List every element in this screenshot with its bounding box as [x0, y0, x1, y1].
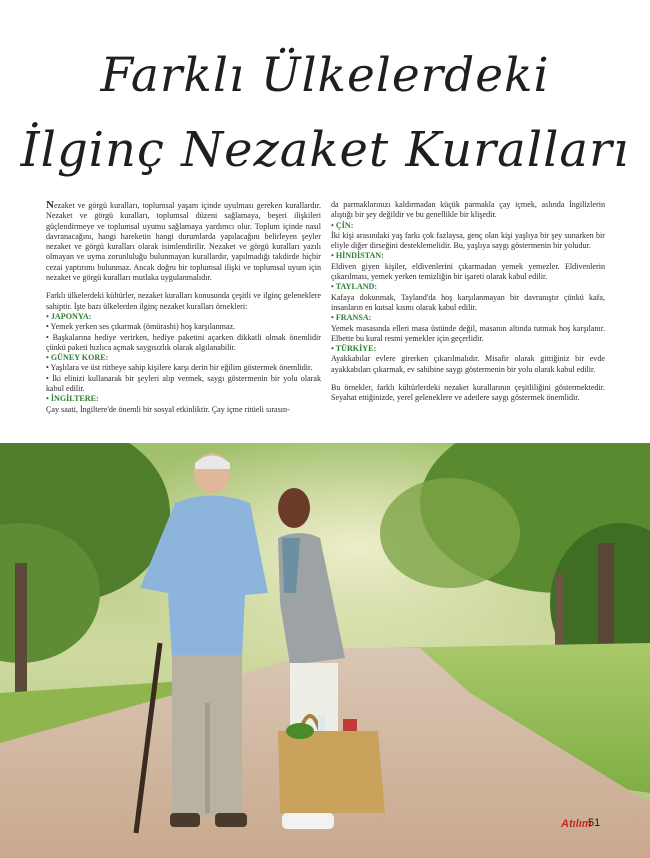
china-rule: İki kişi arasındaki yaş farkı çok fazlaysa, genç olan kişi yaşlıya bir şey sunarken bir eliyle diğer dirseğini desteklemelidir. Bu, yaşlıya saygı göstermenin bir yoludur.	[331, 230, 605, 251]
thailand-rule: Kafaya dokunmak, Tayland'da hoş karşılanmayan bir davranıştır çünkü kafa, insanların en kutsal kısmı olarak kabul edilir.	[331, 292, 605, 312]
france-rule: Yemek masasında elleri masa üstünde değil, masanın altında tutmak hoş karşılanır. Elbette bu kural resmi yemekler için geçerlidir.	[331, 323, 605, 343]
india-heading: • HİNDİSTAN:	[331, 251, 384, 261]
turkey-rule: Ayakkabılar evlere girerken çıkarılmalıdır. Misafir olarak gittiğiniz bir evde ayakkabıları çıkarmak, ev sahibine saygı göstermenin bir yolu olarak kabul edilir.	[331, 354, 605, 374]
korea-heading: • GÜNEY KORE:	[46, 353, 109, 363]
korea-rule-2: • İki elinizi kullanarak bir şeyleri alıp vermek, saygı göstermenin bir yolu olarak kabul edilir.	[46, 373, 321, 394]
magazine-logo: Atılım	[561, 818, 592, 830]
turkey-heading: • TÜRKİYE:	[331, 344, 377, 354]
france-heading: • FRANSA:	[331, 313, 372, 323]
england-heading: • İNGİLTERE:	[46, 394, 99, 404]
park-scene-illustration	[0, 443, 650, 858]
drop-cap: N	[46, 199, 54, 211]
japan-rule-2: • Başkalarına hediye verirken, hediye paketini açarken dikkatli olmak önemlidir çünkü paketi hızlıca açmak saygısızlık olarak algılanabilir.	[46, 332, 321, 352]
england-rule: Çay saati, İngiltere'de önemli bir sosyal etkinliktir. Çay içme ritüeli sırasın-	[46, 404, 290, 414]
intro-paragraph	[46, 200, 321, 283]
countries-intro: Farklı ülkelerdeki kültürler, nezaket kuralları konusunda çeşitli ve ilginç geleneklere sahiptir. İşte bazı ülkelerden ilginç nezaket kuralları örnekleri:	[46, 291, 321, 311]
china-heading: • ÇİN:	[331, 220, 354, 230]
england-rule-continued: da parmaklarınızı kaldırmadan küçük parmakla çay içmek, aslında İngilizlerin alıştığı bir şey değildir ve bu genellikle bir klişedir.	[331, 200, 605, 220]
intro-text: ezaket ve görgü kuralları, toplumsal yaşam içinde uyulması gereken kurallardır. Nezaket ve görgü kuralları, toplumsal düzeni sağlamaya, beşeri ilişkileri güçlendirmeye ve toplumsal uyumu sağlamaya yardımcı olur. Toplum içinde nasıl davranacağını, hangi hareketin hangi durumlarda yapılacağını belirleyen şeyler nezaket ve görgü kuralları olarak isimlendirilir. Nezaket ve görgü kuralları yazılı olmayan ve uyma zorunluluğu bulunmayan kurallardır, yapılmadığı takdirde hiçbir cezai yaptırımı bulunmaz. Ancak doğru bir toplumsal ilişki ve toplumsal uyum için nezaket ve görgü kuralları mutlaka uygulanmalıdır.	[46, 201, 321, 283]
thailand-heading: • TAYLAND:	[331, 282, 378, 292]
page-title-line-1: Farklı Ülkelerdeki	[100, 48, 550, 103]
page-number: 51	[588, 817, 601, 829]
japan-heading: • JAPONYA:	[46, 311, 92, 321]
korea-rule-1: • Yaşlılara ve üst rütbeye sahip kişilere karşı derin bir eğilim göstermek önemlidir.	[46, 363, 313, 373]
left-text-column	[46, 200, 321, 415]
india-rule: Eldiven giyen kişiler, eldivenlerini çıkarmadan yemek yemezler. Eldivenlerin çıkarılması, yemek yerken temizliğin bir işareti olarak kabul edilir.	[331, 261, 605, 282]
park-photo	[0, 443, 650, 858]
right-text-column	[331, 200, 605, 404]
conclusion-paragraph: Bu örnekler, farklı kültürlerdeki nezaket kurallarının çeşitliliğini göstermektedir. Seyahat ettiğinizde, yerel geleneklere ve adetlere saygı göstermek önemlidir.	[331, 383, 605, 403]
page-title-line-2: İlginç Nezaket Kuralları	[20, 122, 630, 178]
japan-rule-1: • Yemek yerken ses çıkarmak (ömürashi) hoş karşılanmaz.	[46, 322, 236, 332]
